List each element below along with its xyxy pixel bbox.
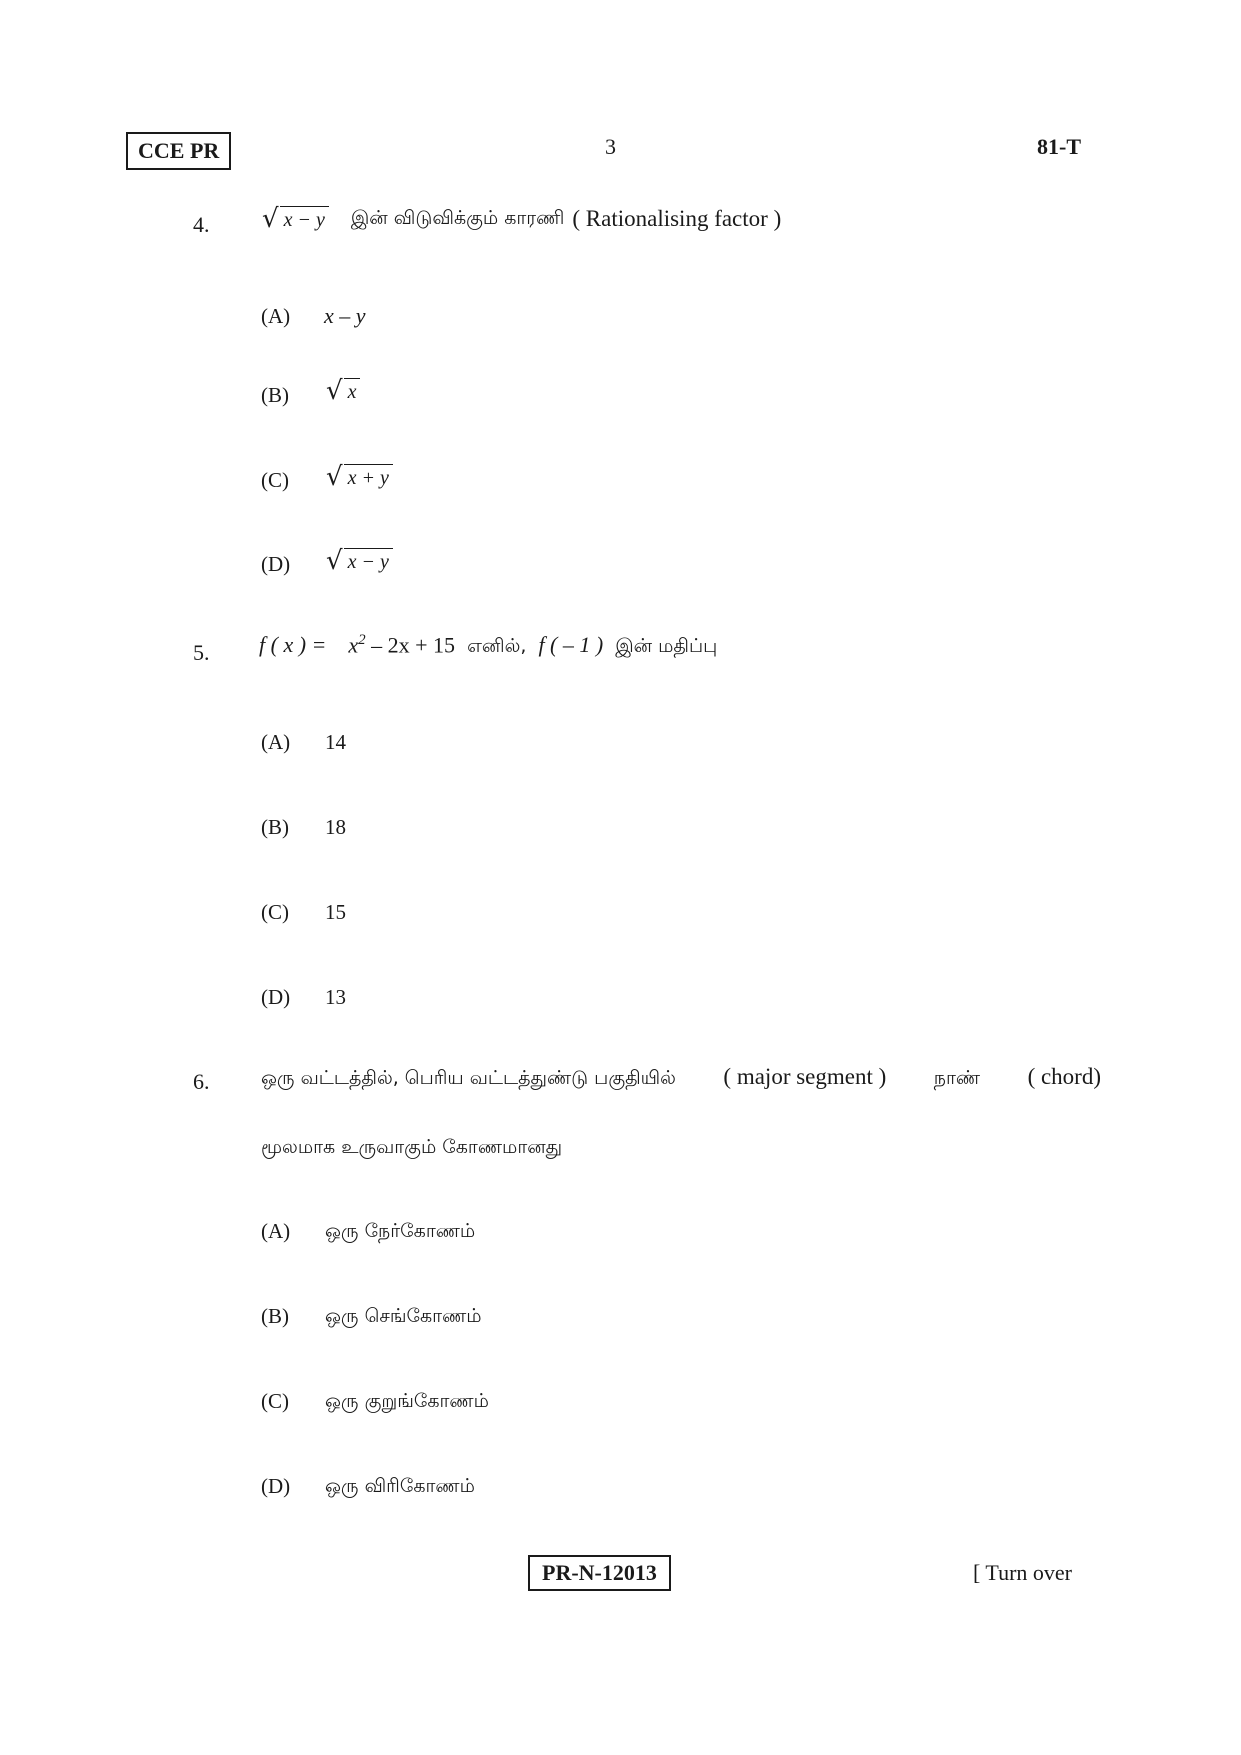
q4-option-b-value: √ x [326, 378, 360, 404]
q5-word-if: எனில், [467, 635, 527, 658]
q4-option-d-value: √ x − y [326, 548, 393, 574]
q6-option-b-value: ஒரு செங்கோணம் [325, 1305, 482, 1327]
q6-option-b-label: (B) [261, 1304, 289, 1328]
q5-option-d-value: 13 [325, 985, 346, 1009]
q4-option-c-label: (C) [261, 468, 289, 492]
q4-option-d-label: (D) [261, 552, 291, 576]
q6-option-c-label: (C) [261, 1389, 289, 1413]
q6-line-1 [261, 1064, 1101, 1092]
page-number: 3 [605, 134, 616, 159]
q5-option-c-label: (C) [261, 900, 289, 924]
q6-line-2: மூலமாக உருவாகும் கோணமானது [261, 1136, 563, 1158]
q5-option-b-label: (B) [261, 815, 289, 839]
q4-option-b-label: (B) [261, 383, 289, 407]
q5-expression: $x^2 - 2x + 15$ [348, 632, 456, 658]
q6-major-segment: ( major segment ) [723, 1064, 887, 1089]
q6-number: 6. [193, 1069, 210, 1094]
q6-chord-english: ( chord) [1027, 1064, 1101, 1089]
q5-tail: இன் மதிப்பு [615, 635, 718, 658]
q5-text [259, 632, 717, 660]
q5-option-d-label: (D) [261, 985, 291, 1009]
q6-chord-tamil: நாண் [933, 1067, 981, 1089]
q4-option-c-value: √ x + y [326, 464, 393, 490]
paper-code-box: CCE PR [126, 132, 231, 170]
q4-option-a-value: x – y [324, 303, 366, 328]
q4-text [262, 206, 781, 232]
turn-over-text: [ Turn over [973, 1560, 1073, 1585]
q4-number: 4. [193, 212, 210, 237]
q5-option-b-value: 18 [325, 815, 346, 839]
q5-option-a-label: (A) [261, 730, 291, 754]
footer-code-box: PR-N-12013 [528, 1555, 671, 1591]
q5-number: 5. [193, 640, 210, 665]
q5-lhs: f ( x ) = [259, 632, 327, 658]
q4-text-tamil: இன் விடுவிக்கும் காரணி [350, 207, 565, 229]
q5-option-a-value: 14 [325, 730, 346, 754]
q5-f-minus-one: f ( – 1 ) [538, 632, 604, 658]
q6-option-c-value: ஒரு குறுங்கோணம் [325, 1390, 489, 1412]
q6-option-a-value: ஒரு நேர்கோணம் [325, 1220, 476, 1242]
q4-option-a-label: (A) [261, 304, 291, 328]
q6-option-a-label: (A) [261, 1219, 291, 1243]
q6-line-1-tamil: ஒரு வட்டத்தில், பெரிய வட்டத்துண்டு பகுதியில் [261, 1067, 676, 1089]
q4-text-english: ( Rationalising factor ) [572, 206, 782, 231]
subject-code: 81-T [1037, 134, 1081, 159]
q5-option-c-value: 15 [325, 900, 346, 924]
q6-option-d-value: ஒரு விரிகோணம் [325, 1475, 475, 1497]
q4-radical: √ x − y [262, 206, 329, 232]
q6-option-d-label: (D) [261, 1474, 291, 1498]
